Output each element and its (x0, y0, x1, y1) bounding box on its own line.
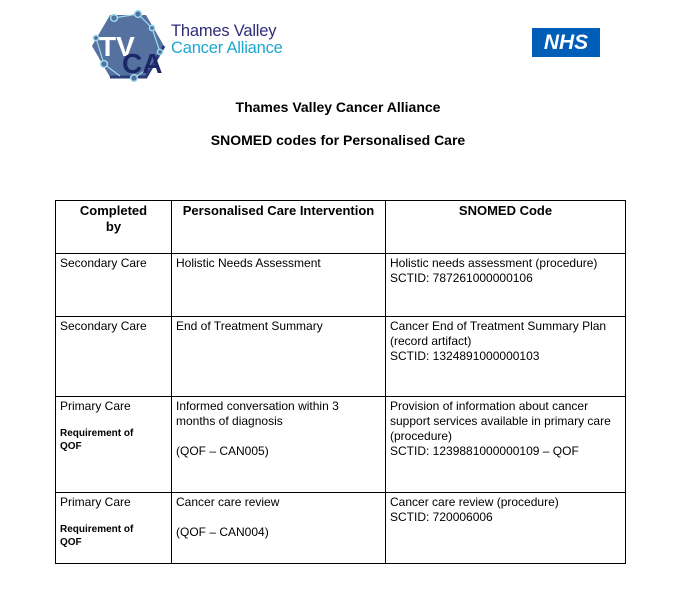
col-header-snomed-code: SNOMED Code (386, 201, 626, 254)
completed-by-text: Primary Care (60, 399, 131, 413)
completed-by-text: Primary Care (60, 495, 131, 509)
snomed-description: Cancer care review (procedure) (390, 495, 559, 509)
intervention-text: Informed conversation within 3 months of diagnosis (176, 399, 339, 428)
completed-by-text: Secondary Care (60, 256, 147, 270)
page-subtitle: SNOMED codes for Personalised Care (210, 132, 466, 148)
table-row (56, 254, 626, 317)
cell-intervention (172, 493, 386, 564)
cell-completed-by (56, 254, 172, 317)
cell-completed-by (56, 317, 172, 397)
tvca-name-line2: Cancer Alliance (171, 39, 283, 57)
cell-intervention (172, 397, 386, 493)
qof-code-text: (QOF – CAN004) (176, 525, 269, 539)
intervention-text: Holistic Needs Assessment (176, 256, 321, 270)
tvca-logo (90, 8, 283, 84)
col-header-completed-by-label: Completed by (79, 203, 148, 234)
page-title: Thames Valley Cancer Alliance (235, 99, 441, 115)
cell-completed-by (56, 397, 172, 493)
intervention-text: Cancer care review (176, 495, 280, 509)
qof-note: Requirement of QOF (60, 524, 134, 548)
table-row (56, 317, 626, 397)
table-header-row (56, 201, 626, 254)
qof-note: Requirement of QOF (60, 428, 134, 452)
snomed-sctid: SCTID: 1324891000000103 (390, 349, 540, 363)
nhs-logo: NHS (532, 28, 600, 57)
qof-code-text: (QOF – CAN005) (176, 444, 269, 458)
tvca-initials-tv: TV (99, 31, 135, 62)
snomed-sctid: SCTID: 787261000000106 (390, 271, 533, 285)
snomed-description: Holistic needs assessment (procedure) (390, 256, 598, 270)
cell-snomed-code (386, 493, 626, 564)
table-row (56, 397, 626, 493)
cell-snomed-code (386, 397, 626, 493)
tvca-initials-ca: CA (122, 48, 163, 79)
table-row (56, 493, 626, 564)
intervention-text: End of Treatment Summary (176, 319, 323, 333)
completed-by-text: Secondary Care (60, 319, 147, 333)
cell-intervention (172, 317, 386, 397)
tvca-wordmark (171, 23, 283, 57)
cell-snomed-code (386, 254, 626, 317)
snomed-table (55, 200, 626, 564)
snomed-sctid: SCTID: 1239881000000109 – QOF (390, 444, 579, 458)
snomed-sctid: SCTID: 720006006 (390, 510, 493, 524)
tvca-name-line1: Thames Valley (171, 22, 277, 40)
cell-intervention (172, 254, 386, 317)
cell-completed-by (56, 493, 172, 564)
tvca-hexagon-icon (90, 8, 166, 84)
cell-snomed-code (386, 317, 626, 397)
snomed-description: Cancer End of Treatment Summary Plan (record artifact) (390, 319, 607, 348)
col-header-completed-by (56, 201, 172, 254)
snomed-description: Provision of information about cancer support services available in primary care (procedure) (390, 399, 611, 443)
col-header-intervention: Personalised Care Intervention (172, 201, 386, 254)
